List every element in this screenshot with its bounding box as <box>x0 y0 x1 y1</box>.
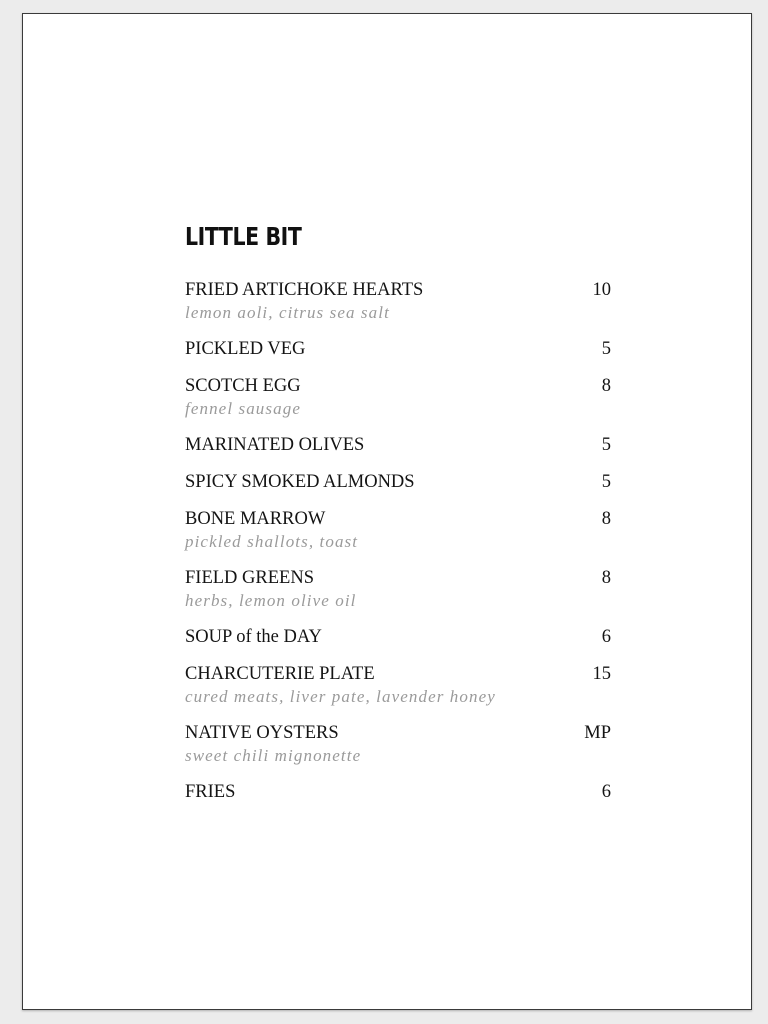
menu-item <box>185 721 611 767</box>
item-price: 5 <box>601 435 611 455</box>
menu-item <box>185 566 611 612</box>
item-description: pickled shallots, toast <box>185 532 359 551</box>
menu-item <box>185 662 611 708</box>
menu-item <box>185 780 611 804</box>
menu-item <box>185 278 611 324</box>
item-description: fennel sausage <box>185 399 301 418</box>
item-price: MP <box>584 723 611 743</box>
item-name: FIELD GREENS <box>185 568 314 588</box>
item-name: NATIVE OYSTERS <box>185 723 339 743</box>
menu-item <box>185 507 611 553</box>
item-price: 8 <box>601 509 611 529</box>
item-description: cured meats, liver pate, lavender honey <box>185 687 496 706</box>
item-description: herbs, lemon olive oil <box>185 591 357 610</box>
item-price: 8 <box>601 376 611 396</box>
item-price: 15 <box>592 664 611 684</box>
item-price: 8 <box>601 568 611 588</box>
item-name: SCOTCH EGG <box>185 376 301 396</box>
item-name: SPICY SMOKED ALMONDS <box>185 472 415 492</box>
menu-item <box>185 433 611 457</box>
item-description: lemon aoli, citrus sea salt <box>185 303 390 322</box>
item-price: 5 <box>601 339 611 359</box>
item-name: MARINATED OLIVES <box>185 435 365 455</box>
item-name: FRIED ARTICHOKE HEARTS <box>185 280 424 300</box>
item-price: 5 <box>601 472 611 492</box>
section-title: LITTLE BIT <box>185 222 302 251</box>
menu-section <box>185 220 611 817</box>
item-name: PICKLED VEG <box>185 339 306 359</box>
menu-page <box>22 13 752 1010</box>
item-name: CHARCUTERIE PLATE <box>185 664 375 684</box>
menu-item <box>185 470 611 494</box>
item-description: sweet chili mignonette <box>185 746 362 765</box>
item-name: FRIES <box>185 782 236 802</box>
item-price: 10 <box>592 280 611 300</box>
item-name: BONE MARROW <box>185 509 326 529</box>
menu-item <box>185 374 611 420</box>
item-price: 6 <box>601 627 611 647</box>
menu-item <box>185 625 611 649</box>
item-price: 6 <box>601 782 611 802</box>
menu-item <box>185 337 611 361</box>
item-name: SOUP of the DAY <box>185 627 322 647</box>
